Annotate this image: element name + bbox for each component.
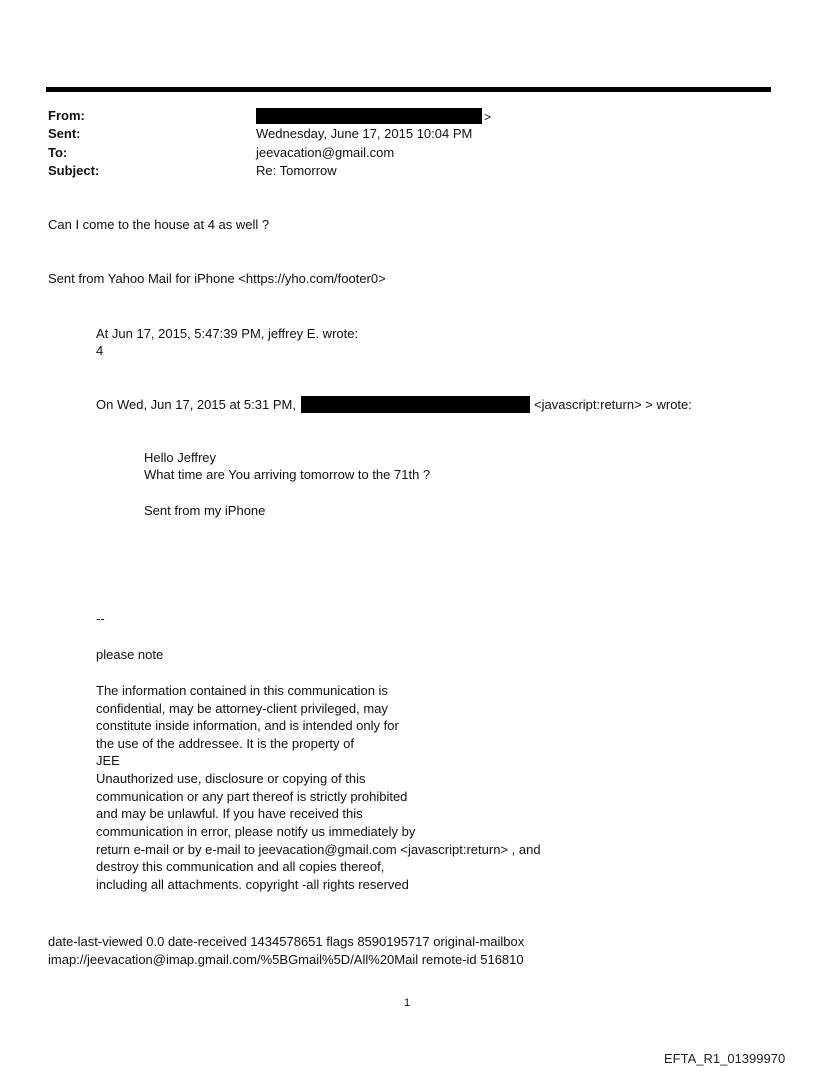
sent-label: Sent: [48,126,81,141]
subject-value: Re: Tomorrow [256,163,337,178]
header-rule [46,87,771,92]
quote2-greeting: Hello Jeffrey [144,450,217,465]
quote2-attribution-prefix: On Wed, Jun 17, 2015 at 5:31 PM, [96,397,296,412]
quote2-attribution-suffix: <javascript:return> > wrote: [534,397,692,412]
redacted-quoted-sender [301,396,530,413]
disclaimer-line: destroy this communication and all copies thereof, [96,859,385,874]
note-title: please note [96,647,164,662]
from-value-suffix: > [484,110,492,124]
signature-separator: -- [96,611,105,626]
redacted-sender [256,108,482,124]
sent-value: Wednesday, June 17, 2015 10:04 PM [256,126,473,141]
disclaimer-line: constitute inside information, and is intended only for [96,718,399,733]
disclaimer-line: JEE [96,753,120,768]
disclaimer-line: and may be unlawful. If you have received this [96,806,363,821]
disclaimer-line: return e-mail or by e-mail to jeevacation@gmail.com <javascript:return> , and [96,842,541,857]
mobile-signature: Sent from Yahoo Mail for iPhone <https://yho.com/footer0> [48,271,386,286]
to-label: To: [48,145,68,160]
message-line: Can I come to the house at 4 as well ? [48,217,270,232]
meta-line: date-last-viewed 0.0 date-received 1434578651 flags 8590195717 original-mailbox [48,934,525,949]
disclaimer-line: communication or any part thereof is strictly prohibited [96,789,408,804]
quote1-attribution: At Jun 17, 2015, 5:47:39 PM, jeffrey E. wrote: [96,326,359,341]
disclaimer-line: the use of the addressee. It is the property of [96,736,354,751]
disclaimer-line: confidential, may be attorney-client privileged, may [96,701,388,716]
to-value: jeevacation@gmail.com [256,145,395,160]
from-label: From: [48,108,85,123]
quote1-text: 4 [96,343,104,358]
quote2-signature: Sent from my iPhone [144,503,266,518]
disclaimer-line: communication in error, please notify us immediately by [96,824,416,839]
quote2-question: What time are You arriving tomorrow to the 71th ? [144,467,431,482]
page-number: 1 [404,997,411,1009]
document-id: EFTA_R1_01399970 [664,1051,786,1066]
disclaimer-line: The information contained in this communication is [96,683,388,698]
meta-line: imap://jeevacation@imap.gmail.com/%5BGmail%5D/All%20Mail remote-id 516810 [48,952,524,967]
subject-label: Subject: [48,163,100,178]
disclaimer-line: including all attachments. copyright -all rights reserved [96,877,409,892]
disclaimer-line: Unauthorized use, disclosure or copying of this [96,771,366,786]
